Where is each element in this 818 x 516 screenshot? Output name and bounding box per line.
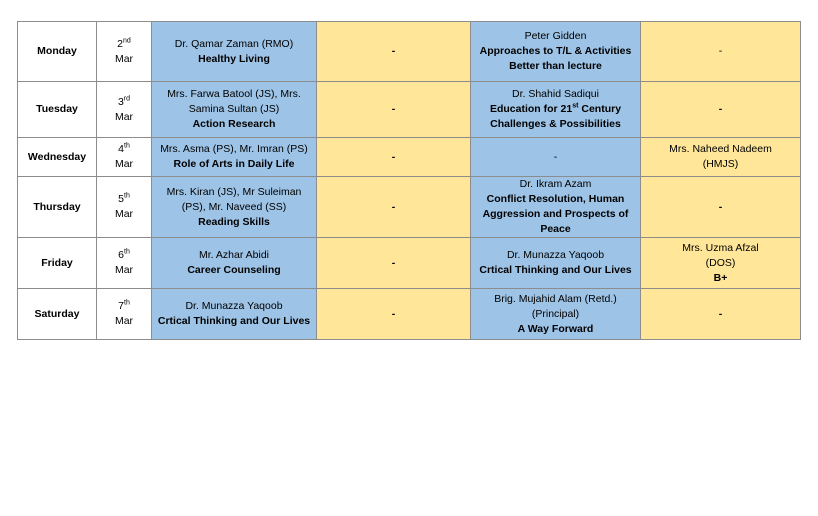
day-cell: Monday [18, 22, 97, 82]
schedule-table [17, 21, 801, 340]
session-cell: Mrs. Naheed Nadeem (HMJS) [641, 138, 801, 177]
session-cell: - [641, 289, 801, 340]
session-cell: Mrs. Asma (PS), Mr. Imran (PS) Role of Arts in Daily Life [152, 138, 317, 177]
date-cell: 7th Mar [97, 289, 152, 340]
session-cell: Mrs. Farwa Batool (JS), Mrs. Samina Sultan (JS) Action Research [152, 82, 317, 138]
session-cell: - [317, 177, 471, 238]
date-cell: 5th Mar [97, 177, 152, 238]
table-row [18, 22, 801, 82]
day-cell: Wednesday [18, 138, 97, 177]
table-row [18, 177, 801, 238]
session-cell: - [641, 177, 801, 238]
day-cell: Saturday [18, 289, 97, 340]
table-row [18, 138, 801, 177]
table-row [18, 289, 801, 340]
session-cell: - [641, 22, 801, 82]
session-cell: Brig. Mujahid Alam (Retd.) (Principal) A Way Forward [471, 289, 641, 340]
session-cell: - [317, 82, 471, 138]
session-cell: - [471, 138, 641, 177]
day-cell: Friday [18, 238, 97, 289]
session-cell: Mrs. Kiran (JS), Mr Suleiman (PS), Mr. Naveed (SS) Reading Skills [152, 177, 317, 238]
session-cell: Mr. Azhar Abidi Career Counseling [152, 238, 317, 289]
session-cell: - [317, 238, 471, 289]
date-cell: 3rd Mar [97, 82, 152, 138]
session-cell: - [641, 82, 801, 138]
session-cell: Dr. Qamar Zaman (RMO) Healthy Living [152, 22, 317, 82]
session-cell: Peter Gidden Approaches to T/L & Activities Better than lecture [471, 22, 641, 82]
day-cell: Thursday [18, 177, 97, 238]
session-cell: - [317, 289, 471, 340]
session-cell: Dr. Shahid Sadiqui Education for 21st Century Challenges & Possibilities [471, 82, 641, 138]
session-cell: Dr. Munazza Yaqoob Crtical Thinking and Our Lives [152, 289, 317, 340]
session-cell: - [317, 138, 471, 177]
session-cell: - [317, 22, 471, 82]
session-cell: Mrs. Uzma Afzal (DOS) B+ [641, 238, 801, 289]
day-cell: Tuesday [18, 82, 97, 138]
date-cell: 2nd Mar [97, 22, 152, 82]
date-cell: 6th Mar [97, 238, 152, 289]
session-cell: Dr. Ikram Azam Conflict Resolution, Human Aggression and Prospects of Peace [471, 177, 641, 238]
table-row [18, 238, 801, 289]
table-row [18, 82, 801, 138]
session-cell: Dr. Munazza Yaqoob Crtical Thinking and Our Lives [471, 238, 641, 289]
date-cell: 4th Mar [97, 138, 152, 177]
